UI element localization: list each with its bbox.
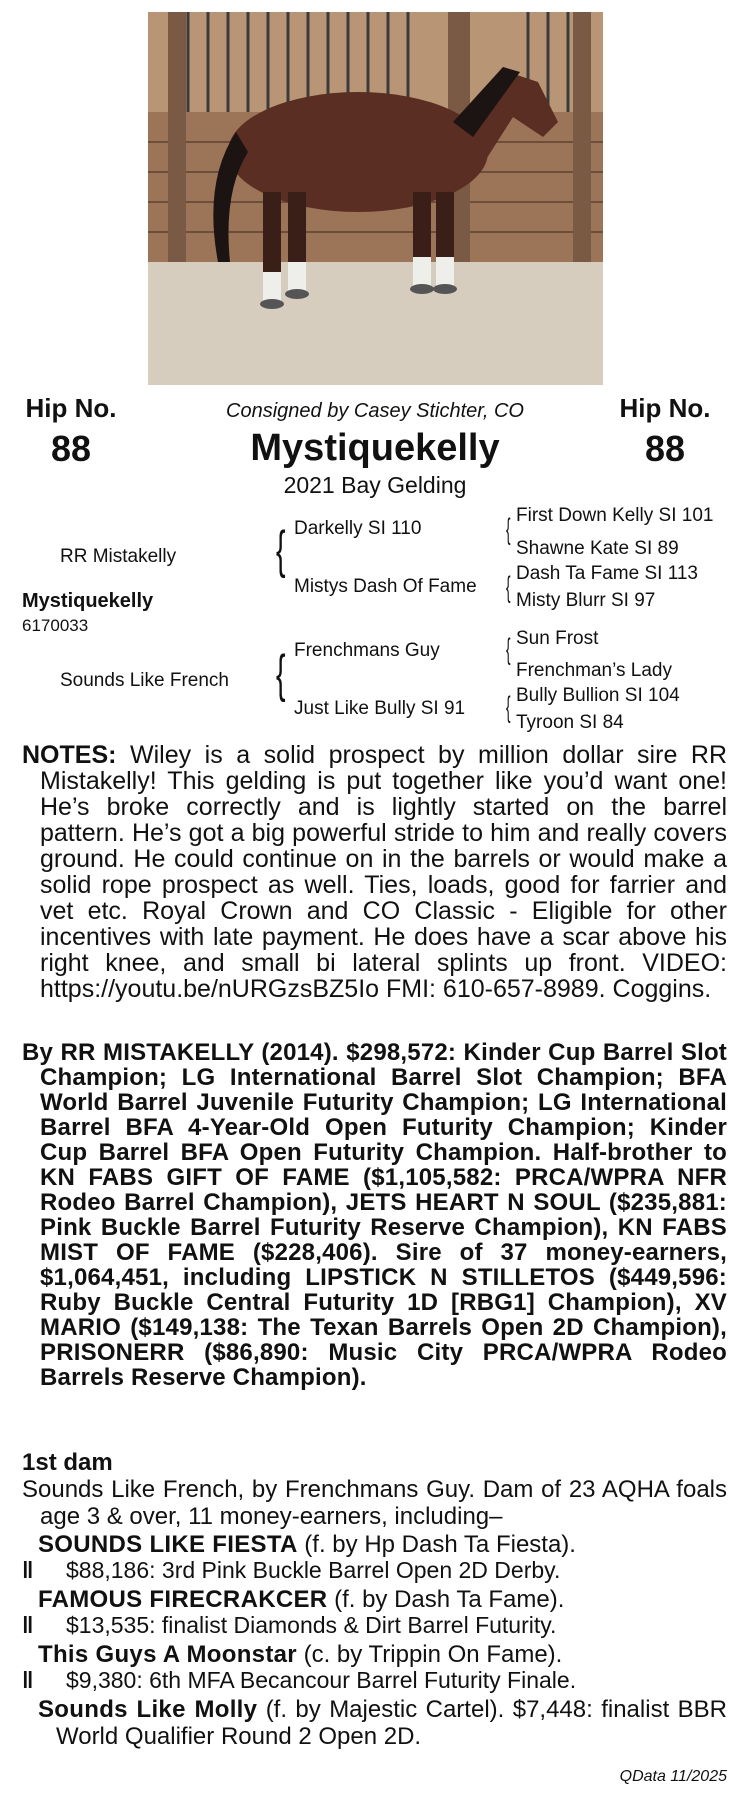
sire-paragraph: By RR MISTAKELLY (2014). $298,572: Kinder Cup Barrel Slot Champion; LG International Barrel Slot Champion; BFA World Barrel Juvenile Futurity Champion; LG International Barrel BFA 4-Year-Old Open Futurity Champion; Kinder Cup Barrel BFA Open Futurity Champion. Half-brother to KN FABS GIFT OF FAME ($1,105,582: PRCA/WPRA NFR Rodeo Barrel Champion), JETS HEART N SOUL ($235,881: Pink Buckle Barrel Futurity Reserve Champion), KN FABS MIST OF FAME ($228,406). Sire of 37 money-earners, $1,064,451, including LIPSTICK N STILLETOS ($449,596: Ruby Buckle Central Futurity 1D [RBG1] Champion), XV MARIO ($149,138: The Texan Barrels Open 2D Champion), PRISONERR ($86,890: Music City PRCA/WPRA Rodeo Barrels Reserve Champion). (22, 1039, 727, 1391)
pedigree-brace: { (276, 645, 286, 703)
produce-item: Sounds Like Molly (f. by Majestic Cartel). $7,448: finalist BBR World Qualifier Round 2 Open 2D. (38, 1696, 727, 1750)
first-dam-heading: 1st dam (22, 1449, 113, 1476)
hip-label: Hip No. (619, 393, 711, 423)
pedigree-dam-sire: Frenchmans Guy (294, 640, 440, 661)
produce-record: ‖ $88,186: 3rd Pink Buckle Barrel Open 2D Derby. (22, 1557, 561, 1583)
pedigree-gen3: Shawne Kate SI 89 (516, 538, 679, 559)
produce-item: FAMOUS FIRECRAKCER (f. by Dash Ta Fame). (38, 1586, 565, 1613)
pedigree-gen3: Bully Bullion SI 104 (516, 685, 680, 706)
pedigree-brace: { (506, 513, 511, 546)
pedigree-sire-sire: Darkelly SI 110 (294, 518, 422, 539)
produce-name: SOUNDS LIKE FIESTA (38, 1531, 298, 1558)
pedigree-gen3: Sun Frost (516, 628, 599, 649)
hip-number-left (6, 393, 136, 471)
pedigree-brace: { (506, 571, 511, 604)
pedigree-gen3: Frenchman’s Lady (516, 660, 672, 681)
produce-name: FAMOUS FIRECRAKCER (38, 1586, 328, 1613)
pedigree-brace: { (276, 521, 286, 579)
pedigree-dam: Sounds Like French (60, 670, 229, 691)
notes-label: NOTES: (22, 741, 117, 769)
pedigree-subject: Mystiquekelly (22, 590, 154, 612)
hip-label: Hip No. (25, 393, 117, 423)
notes-paragraph (22, 742, 727, 1002)
produce-record: ‖ $9,380: 6th MFA Becancour Barrel Futurity Finale. (22, 1667, 577, 1693)
record-bar: ‖ (22, 1667, 34, 1693)
consignor-line: Consigned by Casey Stichter, CO (226, 400, 524, 422)
footer-credit: QData 11/2025 (619, 1768, 727, 1785)
pedigree-gen3: Dash Ta Fame SI 113 (516, 563, 699, 584)
hip-number: 88 (644, 428, 686, 469)
hip-number-right (600, 393, 730, 471)
notes-text: Wiley is a solid prospect by million dollar sire RR Mistakelly! This gelding is put together like you’d want one! He’s broke correctly and is lightly started on the barrel pattern. He’s got a big powerful stride to him and really covers ground. He could continue on in the barrels or would make a solid rope prospect as well. Ties, loads, good for farrier and vet etc. Royal Crown and CO Classic - Eligible for other incentives with late payment. He does have a scar above his right knee, and small bi lateral splints up front. VIDEO: https://youtu.be/nURGzsBZ5Io FMI: 610-657-8989. Coggins. (40, 741, 727, 1003)
hip-number: 88 (50, 428, 92, 469)
horse-description: 2021 Bay Gelding (283, 472, 467, 498)
horse-photo (148, 12, 603, 385)
record-bar: ‖ (22, 1557, 34, 1583)
pedigree-brace: { (506, 633, 511, 666)
pedigree-gen3: First Down Kelly SI 101 (516, 505, 714, 526)
record-bar: ‖ (22, 1612, 34, 1638)
produce-record: ‖ $13,535: finalist Diamonds & Dirt Barrel Futurity. (22, 1612, 557, 1638)
pedigree-sire-dam: Mistys Dash Of Fame (294, 576, 477, 597)
produce-name: This Guys A Moonstar (38, 1641, 297, 1668)
pedigree-dam-dam: Just Like Bully SI 91 (294, 698, 466, 719)
pedigree-gen3: Misty Blurr SI 97 (516, 590, 656, 611)
registration-number: 6170033 (22, 616, 89, 635)
produce-name: Sounds Like Molly (38, 1696, 258, 1723)
produce-item: SOUNDS LIKE FIESTA (f. by Hp Dash Ta Fiesta). (38, 1531, 576, 1558)
first-dam-intro: Sounds Like French, by Frenchmans Guy. Dam of 23 AQHA foals age 3 & over, 11 money-earners, including– (22, 1476, 727, 1530)
horse-name: Mystiquekelly (250, 427, 500, 469)
pedigree-brace: { (506, 691, 511, 724)
produce-item: This Guys A Moonstar (c. by Trippin On Fame). (38, 1641, 563, 1668)
pedigree-sire: RR Mistakelly (60, 546, 177, 567)
pedigree-gen3: Tyroon SI 84 (516, 712, 624, 733)
